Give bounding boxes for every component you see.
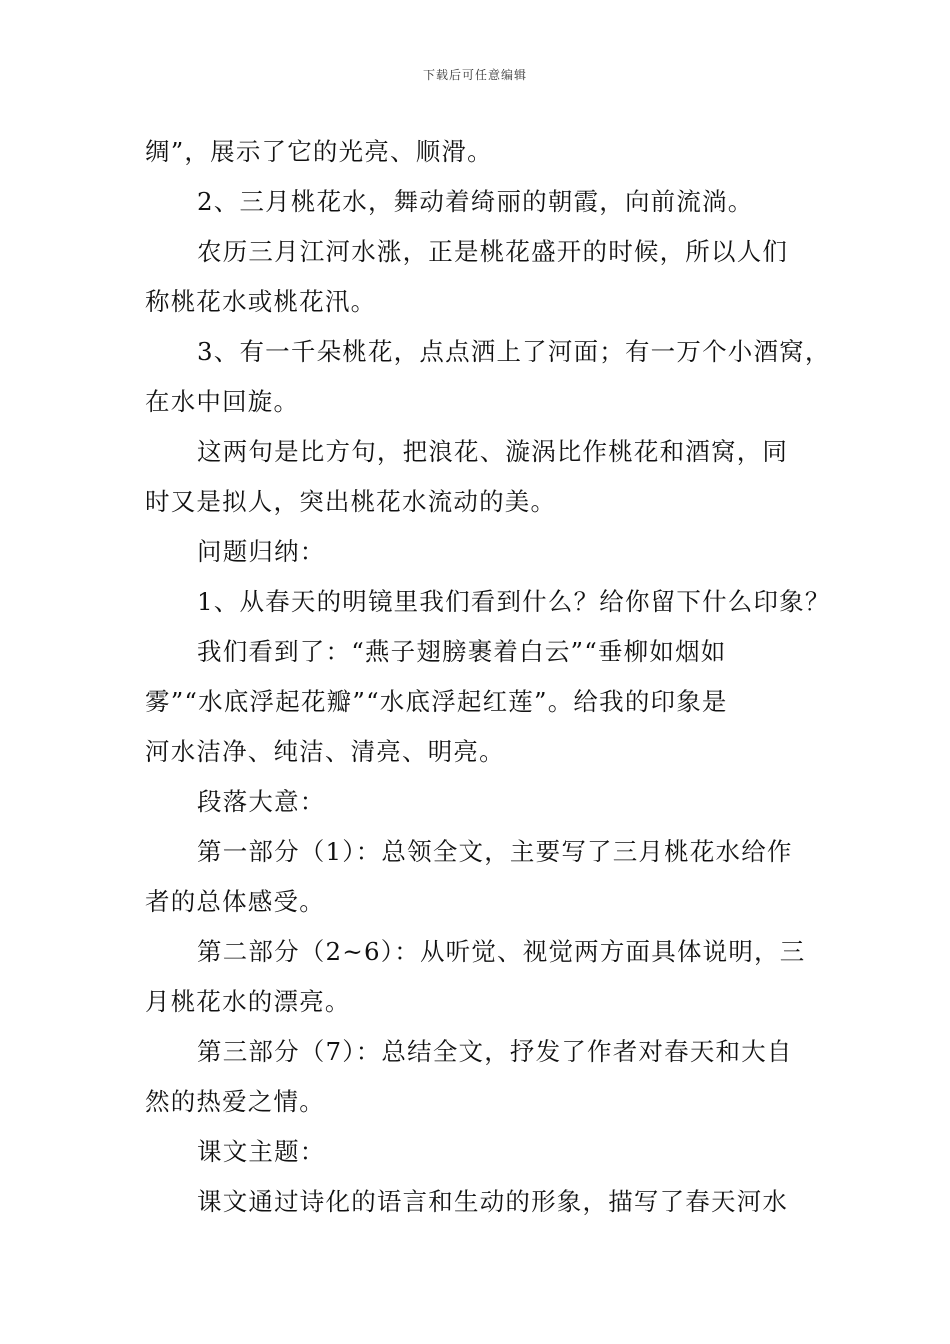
text-line: 农历三月江河水涨，正是桃花盛开的时候，所以人们	[197, 237, 789, 266]
text-line: 然的热爱之情。	[145, 1087, 325, 1116]
section-heading: 段落大意：	[197, 787, 326, 816]
text-line: 我们看到了：“燕子翅膀裹着白云”“垂柳如烟如	[197, 637, 727, 666]
section-heading: 问题归纳：	[197, 537, 326, 566]
page-header: 下载后可任意编辑	[422, 68, 527, 82]
text-line: 绸”，展示了它的光亮、顺滑。	[145, 137, 493, 166]
text-line: 2、三月桃花水，舞动着绮丽的朝霞，向前流淌。	[197, 187, 754, 216]
document-body	[145, 127, 831, 1227]
text-line: 这两句是比方句，把浪花、漩涡比作桃花和酒窝，同	[197, 437, 789, 466]
text-line: 者的总体感受。	[145, 887, 325, 916]
text-line: 第一部分（1）：总领全文，主要写了三月桃花水给作	[197, 837, 793, 866]
text-line: 雾”“水底浮起花瓣”“水底浮起红莲”。给我的印象是	[145, 687, 728, 716]
text-line: 河水洁净、纯洁、清亮、明亮。	[145, 737, 505, 766]
text-line: 在水中回旋。	[145, 387, 300, 416]
text-line: 1、从春天的明镜里我们看到什么？给你留下什么印象？	[197, 587, 831, 616]
text-line: 课文通过诗化的语言和生动的形象，描写了春天河水	[197, 1187, 789, 1216]
text-line: 月桃花水的漂亮。	[145, 987, 351, 1016]
text-line: 第二部分（2~6）：从听觉、视觉两方面具体说明，三	[197, 937, 806, 966]
text-line: 称桃花水或桃花汛。	[145, 287, 377, 316]
section-heading: 课文主题：	[197, 1137, 326, 1166]
text-line: 时又是拟人，突出桃花水流动的美。	[145, 487, 557, 516]
text-line: 3、有一千朵桃花，点点洒上了河面；有一万个小酒窝，	[197, 337, 831, 366]
text-line: 第三部分（7）：总结全文，抒发了作者对春天和大自	[197, 1037, 793, 1066]
